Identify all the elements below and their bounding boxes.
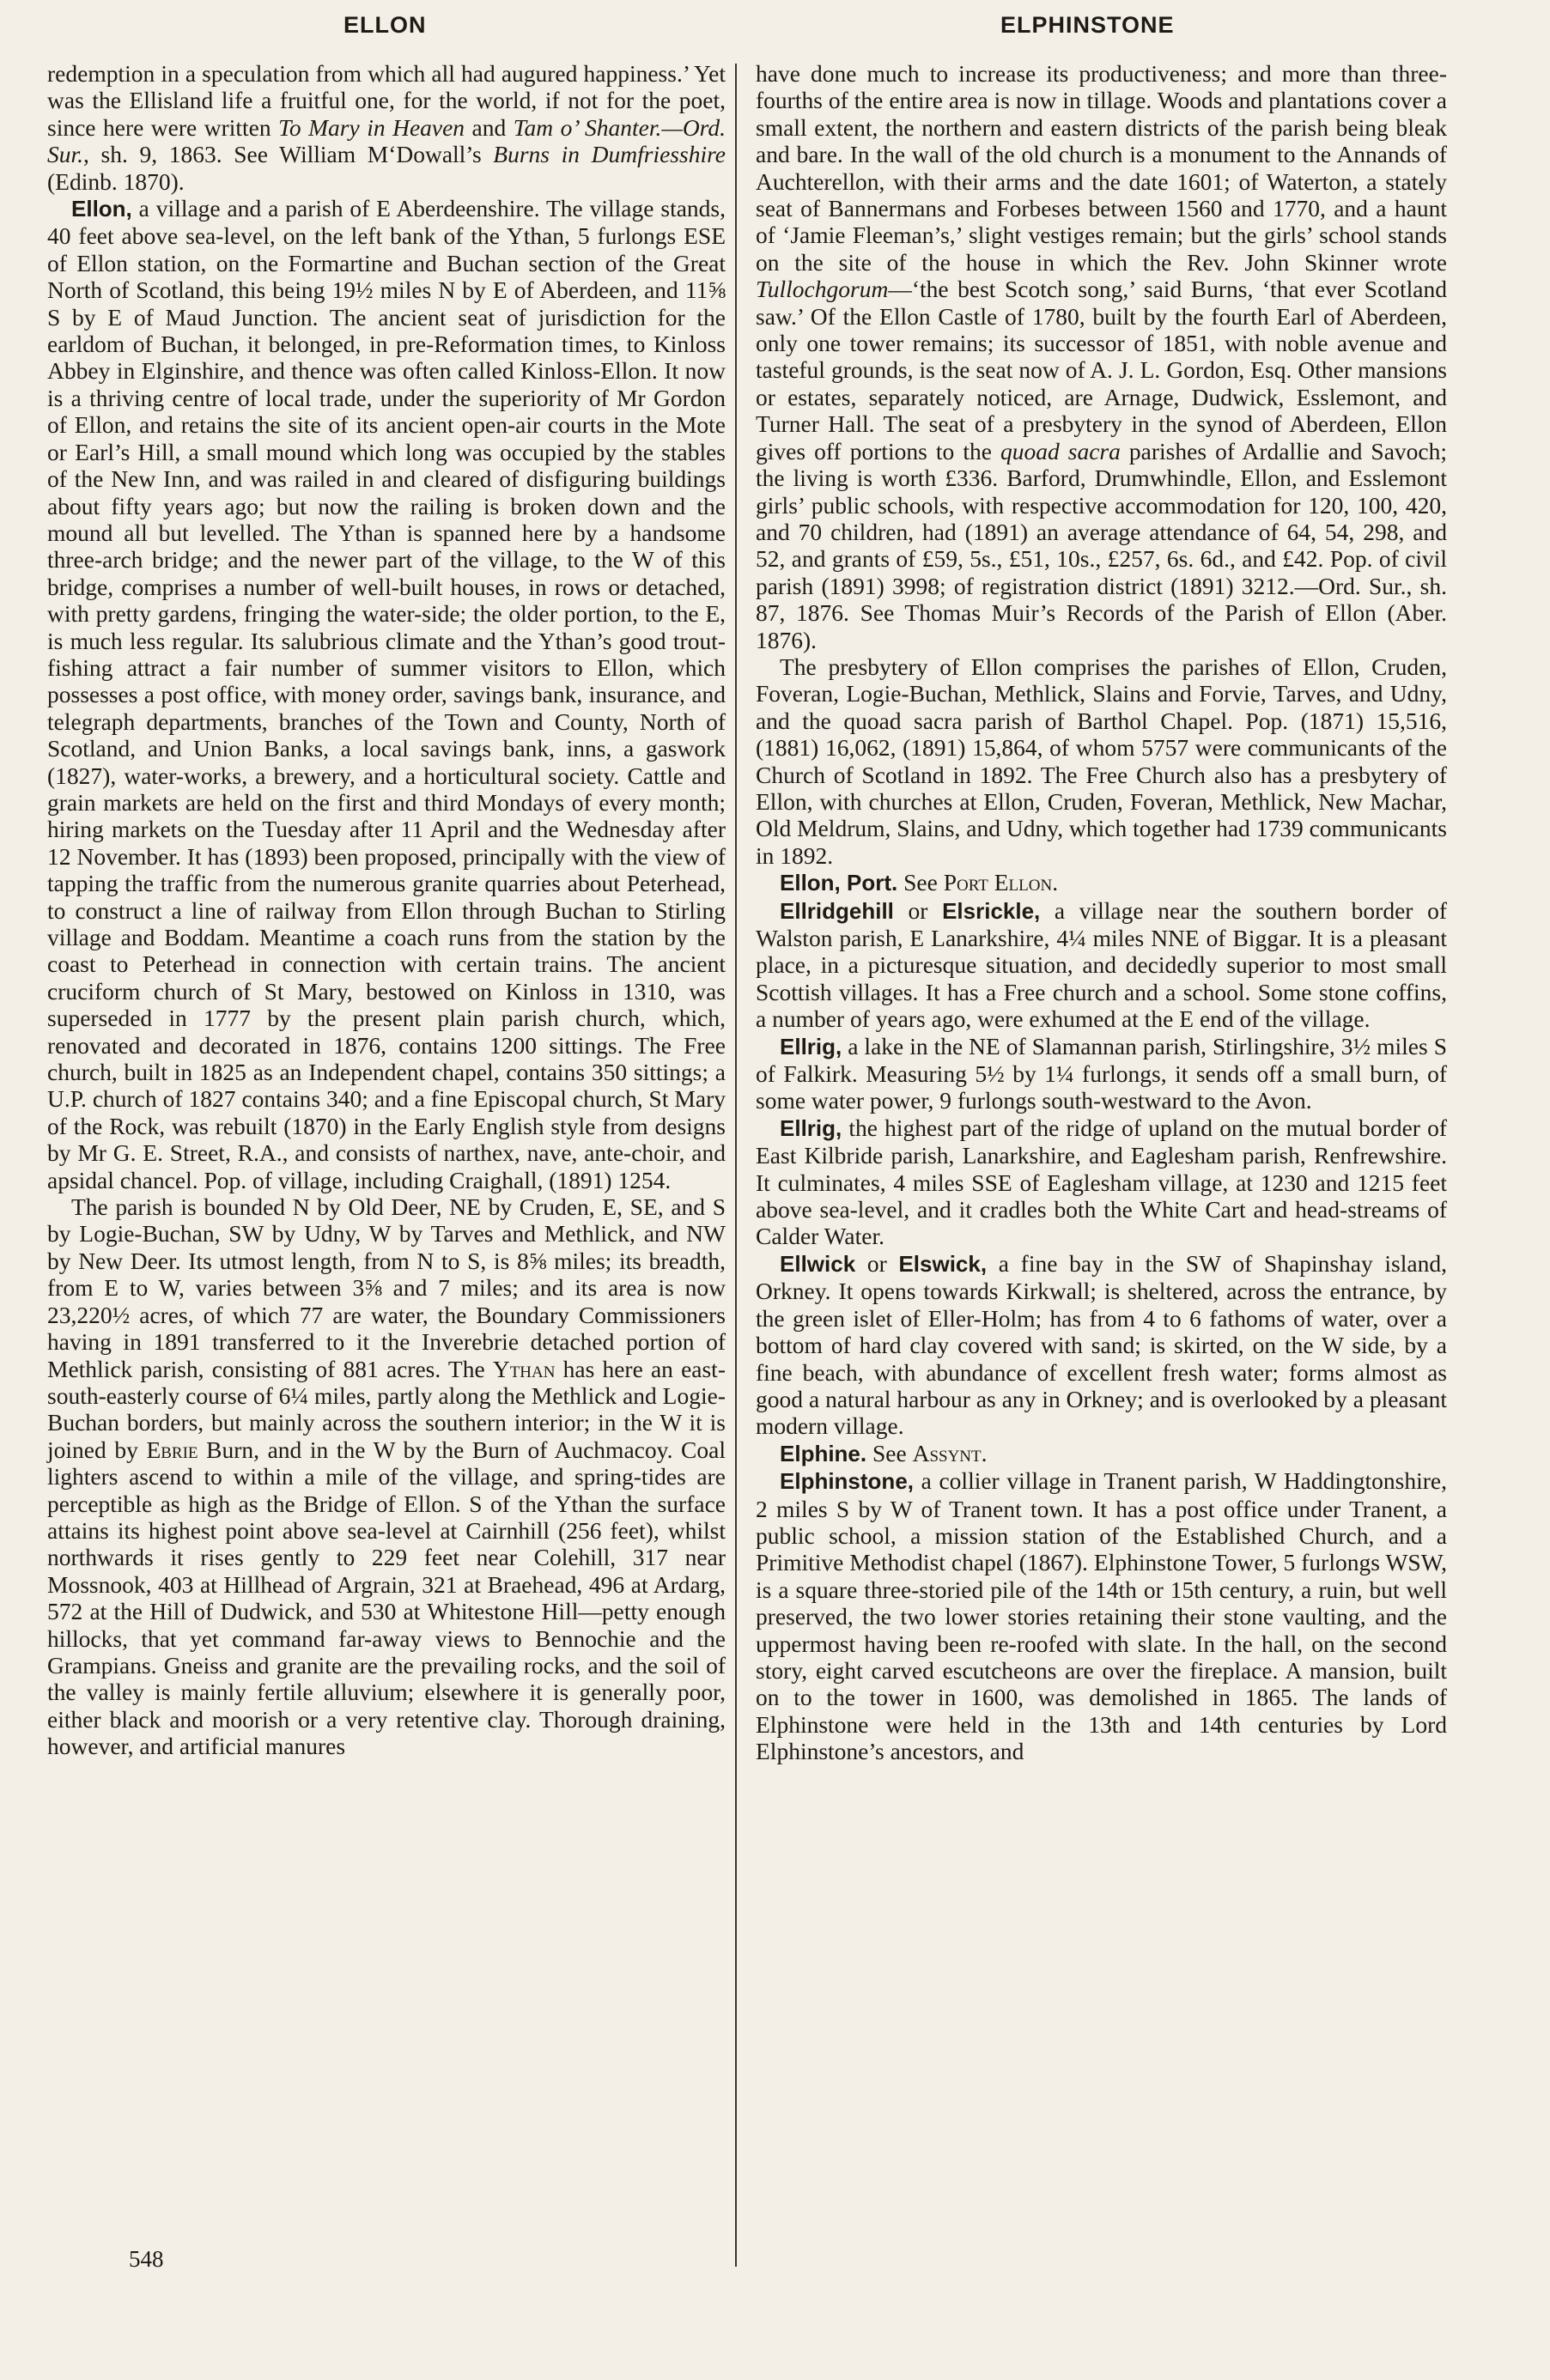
headword: Ellridgehill (780, 897, 894, 924)
running-head-left: ELLON (343, 12, 427, 38)
page-number: 548 (129, 2246, 164, 2272)
headword: Ellrig, (780, 1114, 842, 1141)
headword: Ellwick (780, 1250, 856, 1277)
entry-paragraph: Ellon, Port. See Port Ellon. (780, 869, 1059, 896)
entry-paragraph: Elphinstone, a collier village in Tranent parish, W Haddingtonshire, 2 miles S by W of Tranent town. It has a post office under Tranent, a public school, a mission station of the Established Church, and a Primitive Methodist chapel (1867). Elphinstone Tower, 5 furlongs WSW, is a square three-storied pile of the 14th or 15th century, a ruin, but well preserved, the two lower stories retaining their stone vaulting, and the uppermost having been re-roofed with slate. In the hall, on the second story, eight carved escutcheons are over the fireplace. A mansion, built on to the tower in 1600, was demolished in 1865. The lands of Elphinstone were held in the 13th and 14th centuries by Lord Elphinstone’s ancestors, and (756, 1467, 1447, 1765)
entry-paragraph: The presbytery of Ellon comprises the parishes of Ellon, Cruden, Foveran, Logie-Buchan, Methlick, Slains and Forvie, Tarves, and Udny, and the quoad sacra parish of Barthol Chapel. Pop. (1871) 15,516, (1881) 16,062, (1891) 15,864, of whom 5757 were communicants of the Church of Scotland in 1892. The Free Church also has a presbytery of Ellon, with churches at Ellon, Cruden, Foveran, Methlick, New Machar, Old Meldrum, Slains, and Udny, which together had 1739 communicants in 1892. (756, 653, 1447, 869)
entry-paragraph: Elphine. See Assynt. (780, 1439, 988, 1466)
entry-paragraph: Ellrig, a lake in the NE of Slamannan parish, Stirlingshire, 3½ miles S of Falkirk. Measuring 5½ by 1¼ furlongs, it sends off a small burn, of some water power, 9 furlongs south-westward to the Avon. (756, 1032, 1447, 1114)
right-column (756, 60, 1447, 1765)
entry-paragraph: Ellridgehill or Elsrickle, a village near the southern border of Walston parish, E Lanarkshire, 4¼ miles NNE of Biggar. It is a pleasant place, in a picturesque situation, and decidedly superior to most small Scottish villages. It has a Free church and a school. Some stone coffins, a number of years ago, were exhumed at the E end of the village. (756, 896, 1447, 1033)
headword: Ellrig, (780, 1033, 842, 1059)
left-column (47, 60, 726, 1760)
entry-paragraph: redemption in a speculation from which all had augured happiness.’ Yet was the Ellisland life a fruitful one, for the world, if not for the poet, since here were written To Mary in Heaven and Tam o’ Shanter.—Ord. Sur., sh. 9, 1863. See William M‘Dowall’s Burns in Dumfriesshire (Edinb. 1870). (47, 60, 726, 195)
entry-paragraph: Ellwick or Elswick, a fine bay in the SW of Shapinshay island, Orkney. It opens towards Kirkwall; is sheltered, across the entrance, by the green islet of Eller-Holm; has from 4 to 6 fathoms of water, over a bottom of hard clay covered with sand; is skirted, on the W side, by a fine beach, with abundance of excellent fresh water; forms almost as good a natural harbour as any in Orkney; and is overlooked by a pleasant modern village. (756, 1249, 1447, 1440)
entry-paragraph: Ellrig, the highest part of the ridge of upland on the mutual border of East Kilbride parish, Lanarkshire, and Eaglesham parish, Renfrewshire. It culminates, 4 miles SSE of Eaglesham village, at 1230 and 1215 feet above sea-level, and it cradles both the White Cart and head-streams of Calder Water. (756, 1114, 1447, 1250)
entry-paragraph: The parish is bounded N by Old Deer, NE by Cruden, E, SE, and S by Logie-Buchan, SW by Udny, W by Tarves and Methlick, and NW by New Deer. Its utmost length, from N to S, is 8⅝ miles; its breadth, from E to W, varies between 3⅝ and 7 miles; and its area is now 23,220½ acres, of which 77 are water, the Boundary Commissioners having in 1891 transferred to it the Inverebrie detached portion of Methlick parish, consisting of 881 acres. The Ythan has here an east-south-easterly course of 6¼ miles, partly along the Methlick and Logie-Buchan borders, but mainly across the southern interior; in the W it is joined by Ebrie Burn, and in the W by the Burn of Auchmacoy. Coal lighters ascend to within a mile of the village, and spring-tides are perceptible as high as the Bridge of Ellon. S of the Ythan the surface attains its highest point above sea-level at Cairnhill (256 feet), whilst northwards it rises gently to 229 feet near Colehill, 317 near Mossnook, 403 at Hillhead of Argrain, 321 at Braehead, 496 at Ardarg, 572 at the Hill of Dudwick, and 530 at Whitestone Hill—petty enough hillocks, that yet command far-away views to Bennochie and the Grampians. Gneiss and granite are the prevailing rocks, and the soil of the valley is mainly fertile alluvium; elsewhere it is generally poor, either black and moorish or a very retentive clay. Thorough draining, however, and artificial manures (47, 1193, 726, 1760)
entry-paragraph: have done much to increase its productiveness; and more than three-fourths of the entire area is now in tillage. Woods and plantations cover a small extent, the northern and eastern districts of the parish being bleak and bare. In the wall of the old church is a monument to the Annands of Auchterellon, with their arms and the date 1601; of Waterton, a stately seat of Bannermans and Forbeses between 1560 and 1770, and a haunt of ‘Jamie Fleeman’s,’ slight vestiges remain; but the girls’ school stands on the site of the house in which the Rev. John Skinner wrote Tullochgorum—‘the best Scotch song,’ said Burns, ‘that ever Scotland saw.’ Of the Ellon Castle of 1780, built by the fourth Earl of Aberdeen, only one tower remains; its successor of 1851, with noble avenue and tasteful grounds, is the seat now of A. J. L. Gordon, Esq. Other mansions or estates, separately noticed, are Arnage, Dudwick, Esslemont, and Turner Hall. The seat of a presbytery in the synod of Aberdeen, Ellon gives off portions to the quoad sacra parishes of Ardallie and Savoch; the living is worth £336. Barford, Drumwhindle, Ellon, and Esslemont girls’ public schools, with respective accommodation for 120, 100, 420, and 70 children, had (1891) an average attendance of 64, 54, 298, and 52, and grants of £59, 5s., £51, 10s., £257, 6s. 6d., and £42. Pop. of civil parish (1891) 3998; of registration district (1891) 3212.—Ord. Sur., sh. 87, 1876. See Thomas Muir’s Records of the Parish of Ellon (Aber. 1876). (756, 60, 1447, 653)
headword: Ellon, Port. (780, 870, 898, 896)
headword: Ellon, (71, 196, 132, 222)
headword: Elphinstone, (780, 1468, 914, 1495)
running-head-right: ELPHINSTONE (1000, 12, 1175, 38)
column-divider (735, 64, 737, 2267)
headword: Elswick, (898, 1250, 988, 1277)
headword: Elphine. (780, 1440, 867, 1466)
headword: Elsrickle, (942, 897, 1041, 924)
entry-paragraph: Ellon, a village and a parish of E Aberdeenshire. The village stands, 40 feet above sea-level, on the left bank of the Ythan, 5 furlongs ESE of Ellon station, on the Formartine and Buchan section of the Great North of Scotland, this being 19½ miles N by E of Aberdeen, and 11⅝ S by E of Maud Junction. The ancient seat of jurisdiction for the earldom of Buchan, it belonged, in pre-Reformation times, to Kinloss Abbey in Elginshire, and thence was often called Kinloss-Ellon. It now is a thriving centre of local trade, under the superiority of Mr Gordon of Ellon, and retains the site of its ancient open-air courts in the Mote or Earl’s Hill, a small mound which long was occupied by the stables of the New Inn, and was railed in and cleared of disfiguring buildings about fifty years ago; but now the railing is broken down and the mound all but levelled. The Ythan is spanned here by a handsome three-arch bridge; and the newer part of the village, to the W of this bridge, comprises a number of well-built houses, in rows or detached, with pretty gardens, fringing the water-side; the older portion, to the E, is much less regular. Its salubrious climate and the Ythan’s good trout-fishing attract a fair number of summer visitors to Ellon, which possesses a post office, with money order, savings bank, insurance, and telegraph departments, branches of the Town and County, North of Scotland, and Union Banks, a local savings bank, inns, a gaswork (1827), water-works, a brewery, and a horticultural society. Cattle and grain markets are held on the first and third Mondays of every month; hiring markets on the Tuesday after 11 April and the Wednesday after 12 November. It has (1893) been proposed, principally with the view of tapping the traffic from the numerous granite quarries about Peterhead, to construct a line of railway from Ellon through Buchan to Stirling village and Boddam. Meantime a coach runs from the station by the coast to Peterhead in connection with certain trains. The ancient cruciform church of St Mary, bestowed on Kinloss in 1310, was superseded in 1777 by the present plain parish church, which, renovated and decorated in 1876, contains 1200 sittings. The Free church, built in 1825 as an Independent chapel, contains 350 sittings; a U.P. church of 1827 contains 340; and a fine Episcopal church, St Mary of the Rock, was rebuilt (1870) in the Early English style from designs by Mr G. E. Street, R.A., and consists of narthex, nave, ante-choir, and apsidal chancel. Pop. of village, including Craighall, (1891) 1254. (47, 195, 726, 1193)
